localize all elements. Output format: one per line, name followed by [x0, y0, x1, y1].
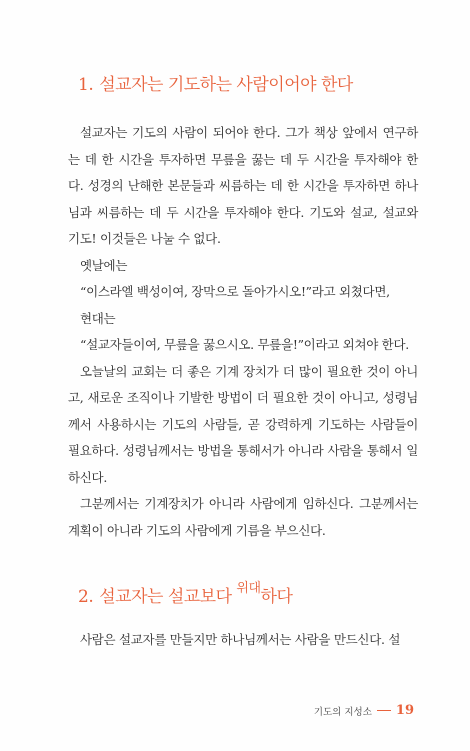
- section-number: 2.: [78, 587, 94, 607]
- section-title-part: 설교자는 설교보다: [99, 587, 237, 607]
- page-number: 19: [395, 703, 414, 718]
- paragraph: 사람은 설교자를 만들지만 하나님께서는 사람을 만드신다. 설: [80, 632, 401, 647]
- paragraph: 옛날에는: [80, 257, 128, 273]
- page-footer: [314, 703, 414, 718]
- running-title: 기도의 지성소: [313, 706, 372, 718]
- section-heading-2: [78, 582, 292, 607]
- body-text-2: [68, 627, 418, 654]
- paragraph: 그분께서는 기계장치가 아니라 사람에게 임하신다. 그분께서는 계획이 아니라 기도의 사람에게 기름을 부으신다.: [68, 496, 418, 538]
- quote-line: “설교자들이여, 무릎을 꿇으시오. 무릎을!”이라고 외쳐야 한다.: [80, 337, 409, 352]
- section-title-part: 하다: [260, 587, 293, 607]
- paragraph: 오늘날의 교회는 더 좋은 기계 장치가 더 많이 필요한 것이 아니고, 새로운 조직이나 기발한 방법이 더 필요한 것이 아니고, 성령님께서 사용하시는 기도의 사람들, 곧 강력하게 기도하는 사람들이 필요하다. 성령님께서는 방법을 통해서가 아니라 사람을 통해서 일하신다.: [68, 363, 418, 485]
- section-title-part: 설교자: [99, 75, 148, 95]
- paragraph: 현대는: [80, 310, 116, 326]
- body-text-1: [68, 120, 418, 544]
- footer-rule: [377, 710, 391, 711]
- quote-line: “이스라엘 백성이여, 장막으로 돌아가시오!”라고 외쳤다면,: [80, 284, 390, 299]
- paragraph: 설교자는 기도의 사람이 되어야 한다. 그가 책상 앞에서 연구하는 데 한 시간을 투자하면 무릎을 꿇는 데 두 시간을 투자해야 한다. 성경의 난해한 본문들과 씨름하는 데 한 시간을 투자하면 하나님과 씨름하는 데 두 시간을 투자해야 한다. 기도와 설교, 설교와 기도! 이것들은 나눌 수 없다.: [68, 125, 418, 246]
- section-title-raised: 위대: [236, 581, 261, 596]
- section-title-part: 는 기도하는 사람이어야 한다: [147, 75, 353, 95]
- section-number: 1.: [78, 75, 94, 95]
- section-heading-1: [78, 70, 353, 95]
